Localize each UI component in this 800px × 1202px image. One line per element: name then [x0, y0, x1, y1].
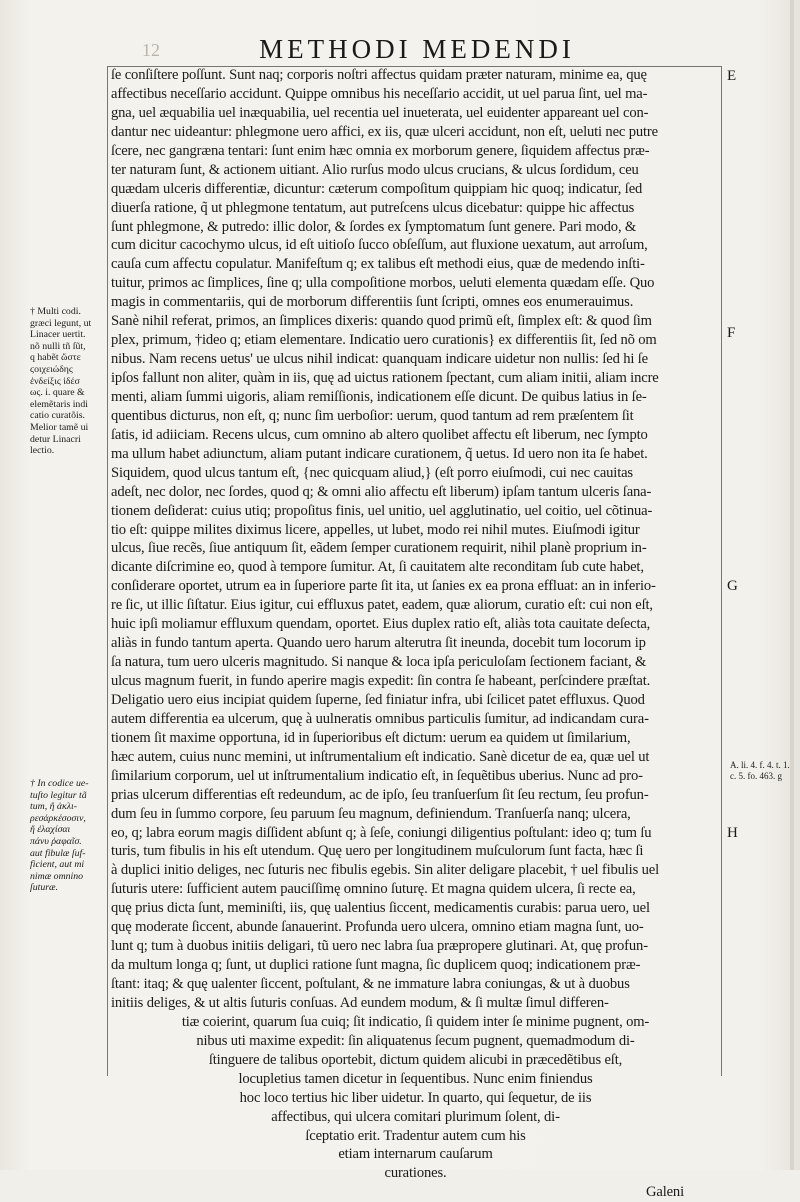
running-header: METHODI MEDENDI: [259, 34, 575, 64]
text-line: ſtinguere de talibus oportebit, dictum quidem alicubi in præcedẽtibus eſt,: [208, 1051, 623, 1068]
right-column-rule: [721, 66, 722, 1076]
text-line: tiæ coierint, quarum ſua cuiq; ſit indicatio, ſi quidem inter ſe minime pugnent, om-: [181, 1013, 650, 1030]
page-number: 12: [142, 40, 160, 60]
text-line: ma ullum habet adiunctum, aliam putant indicare curationem, q̃ uetus. Id uero non ita ſe habet.: [111, 445, 648, 462]
margin-note-line: ἐνδείξις ἰδέσ: [30, 375, 80, 387]
margin-note-line: nimæ omnino: [30, 870, 84, 882]
text-line: Deligatio uero eius incipiat quidem ſuperne, ſed finiatur infra, ubi ſcilicet patet effluxus. Quod: [111, 691, 645, 708]
text-line: prias ulcerum differentias eſt redeundum, ac de ipſo, ſeu tranſuerſum ſit ſeu rectum, ſeu profun-: [111, 786, 649, 803]
margin-note-line: † In codice ue-: [30, 778, 89, 789]
text-line: locupletius tamen dicetur in ſequentibus. Nunc enim finiendus: [238, 1070, 593, 1087]
text-line: affectibus, qui ulcera comitari plurimum ſolent, di-: [271, 1108, 560, 1125]
text-line: ulcus magnum fuerit, in fundo aperire magis expedit: ſin contra ſe habeant, perſcindere præſtat.: [111, 673, 651, 689]
text-line: magis in commentariis, qui de morborum differentiis ſunt ſcripti, omnes eos enumerauimus.: [111, 294, 634, 311]
margin-note-line: ſuturæ.: [30, 882, 59, 894]
text-line: tio eſt: quippe milites diximus licere, appelles, ut lubet, modo rei nihil mutes. Eiuſmodi igitur: [111, 521, 640, 538]
section-letter-f: F: [727, 325, 736, 341]
margin-note-line: ρεσάρκέσοσιν,: [30, 812, 86, 824]
margin-note-line: † Multi codi.: [30, 306, 81, 317]
text-line: ſceptatio erit. Tradentur autem cum his: [305, 1127, 526, 1144]
text-line: da multum longa q; ſunt, ut duplici ratione ſunt magna, ſic duplicem quoq; indicationem præ-: [111, 957, 641, 974]
text-line: quę moderate ſiccent, abunde ſanauerint. Profunda uero ulcera, omnino etiam magna ſunt, uo-: [111, 919, 644, 936]
margin-note-codices: [30, 306, 106, 457]
margin-note-line: lectio.: [30, 445, 55, 457]
text-line: cauſa cum affectu copulatur. Manifeſtum q; ex talibus eſt methodi eius, quæ de medendo inſti-: [111, 256, 645, 273]
text-line: affectibus neceſſario accidunt. Quippe omnibus his neceſſario accidit, ut uel parua ſint, uel ma-: [111, 85, 648, 102]
margin-note-line: c. 5. fo. 463. g: [730, 771, 782, 781]
text-line: à duplici initio deliges, nec ſuturis nec fibulis egebis. Sin aliter deligare placebit, † uel fibulis uel: [111, 862, 659, 879]
text-line: ſimilarium corporum, uel ut inſtrumentalium indicatio eſt, in ſequẽtibus uberius. Nunc ad pro-: [111, 767, 643, 784]
text-line: ſcere, nec gangræna tentari: ſunt enim hæc omnia ex morborum genere, ſiquidem affectus præ-: [111, 142, 650, 159]
text-line: quentibus dicturus, non eſt, q; nunc ſim uerboſior: uerum, quod tantum ad rem præſentem ſit: [111, 407, 634, 424]
margin-note-line: græci legunt, ut: [30, 317, 92, 329]
left-column-rule: [107, 66, 108, 1076]
text-line: hæc autem, cuius nunc memini, ut inſtrumentalium eſt indicatio. Sanè dicetur de ea, quæ uel ut: [111, 748, 650, 765]
margin-note-line: aut fibulæ ſuf-: [30, 847, 86, 859]
text-line: gna, uel æquabilia uel inæquabilia, uel recentia uel inueterata, uel euidenter appareant uel con-: [111, 104, 649, 121]
text-line: tionem deſiderat: cuius utiq; propoſitus finis, uel unitio, uel agglutinatio, uel coitio, uel cõtinua-: [111, 502, 653, 519]
text-line: diuerſa ratione, q̃ ut phlegmone tentatum, aut putreſcens ulcus dicebatur: quippe hic affectus: [111, 199, 635, 216]
section-letter-h: H: [727, 825, 738, 841]
text-line: dantur nec uideantur: phlegmone uero affici, ex iis, quæ ulceri accidunt, non eſt, ueluti nec putre: [111, 123, 658, 140]
section-letter-e: E: [727, 68, 737, 84]
catchword: Galeni: [645, 1184, 684, 1201]
margin-note-line: tuſto legitur tã: [30, 789, 87, 801]
text-line: nibus. Nam recens uetus' ue ulcus nihil indicat: quanquam indicare uidetur non nullis: ſed hi ſe: [111, 351, 648, 368]
text-line: turis, tum fibulis in his eſt utendum. Quę uero per longitudinem muſculorum ſunt facta, hæc ſi: [111, 843, 644, 860]
text-line: lunt q; tum à duobus initiis deligari, tũ uero nec labra ſua præpropere glutinari. At, quę profun-: [111, 938, 648, 955]
margin-note-line: ficient, aut mi: [30, 859, 85, 871]
text-line: ſuturis utere: ſufficient autem pauciſſimę omnino ſuturę. Et magna quidem ulcera, ſi recte ea,: [111, 881, 636, 898]
page-edge-shadow: [790, 0, 794, 1170]
text-line: quę prius dicta ſunt, meminiſti, iis, quę ualentius ſiccent, medicamentis curabis: parua uero, uel: [111, 900, 650, 917]
main-text-block: [111, 66, 720, 1202]
margin-note-line: A. li. 4. f. 4. t. 1.: [730, 760, 790, 770]
text-line: nibus uti maxime expedit: ſin aliquatenus ſecum pugnent, quemadmodum di-: [196, 1032, 635, 1049]
margin-note-line: tum, ἤ ἀκλι-: [30, 801, 77, 813]
text-line: menti, aliam ſummi uigoris, aliam remiſſionis, indicationem eſſe dicunt. De quibus latius in ſe-: [111, 388, 647, 405]
text-line: ter naturam ſunt, & actionem uitiant. Alio rurſus modo ulcus crucians, & ulcus ſordidum, ceu: [111, 161, 639, 178]
text-line: tionem ſit maxime opportuna, id in ſuperioribus eſt dictum: uerum ea quidem ut ſimilarium,: [111, 729, 631, 746]
text-line: cum dicitur cacochymo ulcus, id eſt uitioſo ſucco obſeſſum, aut fluxione uexatum, aut arroſum,: [111, 237, 648, 254]
margin-note-line: q habẽt ὥστε: [30, 352, 81, 364]
margin-note-reference: [730, 760, 798, 782]
margin-note-line: ϛοιχειώδης: [30, 363, 73, 375]
text-line: tuitur, primos ac ſimplices, ſine q; ulla compoſitione morbos, ueluti elementa quædam eſſe. Quo: [111, 275, 655, 292]
margin-note-line: nõ nulli tñ ſũt,: [30, 340, 86, 352]
margin-note-line: elemẽtaris indi: [30, 398, 88, 410]
margin-note-line: πάνυ ῥαφαῖσ.: [30, 835, 82, 847]
text-line: re ſic, ut illic ſiſtatur. Eius igitur, cui effluxus patet, eadem, quæ aliorum, curatio eſt: cui non eſt,: [111, 597, 653, 614]
text-line: eo, q; labra eorum magis diſſident abſunt q; à ſeſe, coniungi diligentius poſtulant: ideo q; tum ſu: [111, 824, 652, 841]
text-line: ſtant: itaq; & quę ualenter ſiccent, poſtulant, & ne immature labra coniungas, & ut à duobus: [111, 976, 630, 992]
text-line: etiam internarum cauſarum: [338, 1146, 493, 1163]
margin-note-line: detur Linacri: [30, 433, 81, 445]
text-line: ſa natura, tum uero ulceris magnitudo. Si nanque & loca ipſa periculoſam ſectionem faciant, &: [111, 654, 647, 671]
text-line: autem differentia ea ulcerum, quę à uulneratis omnibus particulis ſumitur, ad indicandam cura-: [111, 710, 649, 727]
text-line: ſe conſiſtere poſſunt. Sunt naq; corporis noſtri affectus quidam præter naturam, minime ea, quę: [111, 67, 647, 83]
margin-note-line: Linacer uertit.: [30, 329, 86, 341]
text-line: initiis deliges, & ut altis ſuturis conſuas. Ad eundem modum, & ſi multæ ſimul differen-: [111, 994, 609, 1011]
margin-note-codex-vetustus: [30, 778, 106, 894]
text-line: Siquidem, quod ulcus tantum eſt, {nec quicquam aliud,} (eſt porro eiuſmodi, cui nec cauitas: [111, 464, 633, 481]
text-line: ipſos fallunt non aliter, quàm in iis, quę ad uictus rationem ſpectant, cum aliam initii, aliam incre: [111, 370, 659, 386]
margin-note-line: catio curatõis.: [30, 410, 85, 422]
text-line: ulcus, ſiue recẽs, ſiue antiquum ſit, eãdem ſemper curationem requirit, nihil planè proprium in-: [111, 540, 647, 557]
text-line: huic ipſi moliamur effluxum quendam, oportet. Eius duplex ratio eſt, aliàs tota cauitate deſecta,: [111, 616, 651, 633]
text-line: conſiderare oportet, utrum ea in ſuperiore parte ſit ita, ut ſanies ex ea prona effluat: an in inferio-: [111, 578, 656, 595]
text-line: Sanè nihil referat, primos, an ſimplices dixeris: quando quod primũ eſt, ſimplex eſt: & quod ſim: [111, 313, 652, 330]
section-letter-g: G: [727, 578, 738, 594]
margin-note-line: Melior tamẽ ui: [30, 421, 89, 433]
text-line: aliàs in fundo tantum aperta. Quando uero harum alterutra ſit ineunda, docebit tum locorum ip: [111, 635, 646, 652]
margin-note-line: ως. i. quare &: [30, 387, 85, 399]
text-line: ſunt phlegmone, & putredo: illic dolor, & ſordes ex ſymptomatum ſunt genere. Pari modo, &: [111, 218, 637, 235]
text-line: dicante diſcrimine eo, quod à tempore ſumitur. At, ſi cauitatem alte reconditam ſub cute habet,: [111, 559, 644, 576]
text-line: curationes.: [384, 1165, 447, 1182]
text-line: dum ſeu in ſummo corpore, ſeu paruum ſeu magnum, definiendum. Tranſuerſa nanq; ulcera,: [111, 805, 631, 822]
text-line: ſatis, id adiiciam. Recens ulcus, cum omnino ab altero quolibet affectu eſt liberum, nec ſympto: [111, 426, 648, 443]
text-line: hoc loco tertius hic liber uidetur. In quarto, qui ſequetur, de iis: [239, 1089, 592, 1106]
text-line: adeſt, nec dolor, nec ſordes, quod q; & omni alio affectu eſt liberum) ipſam tantum ulceris ſana-: [111, 483, 652, 500]
text-line: plex, primum, †ideo q; etiam elementare. Indicatio uero curationis} ex differentiis ſit, ſed nõ om: [111, 332, 657, 349]
margin-note-line: ἤ ἐλαχίσαι: [30, 824, 71, 836]
text-line: quædam ulceris differentiæ, dicuntur: cæterum compoſitum quippiam hic quoq; indicatur, ſed: [111, 180, 643, 197]
